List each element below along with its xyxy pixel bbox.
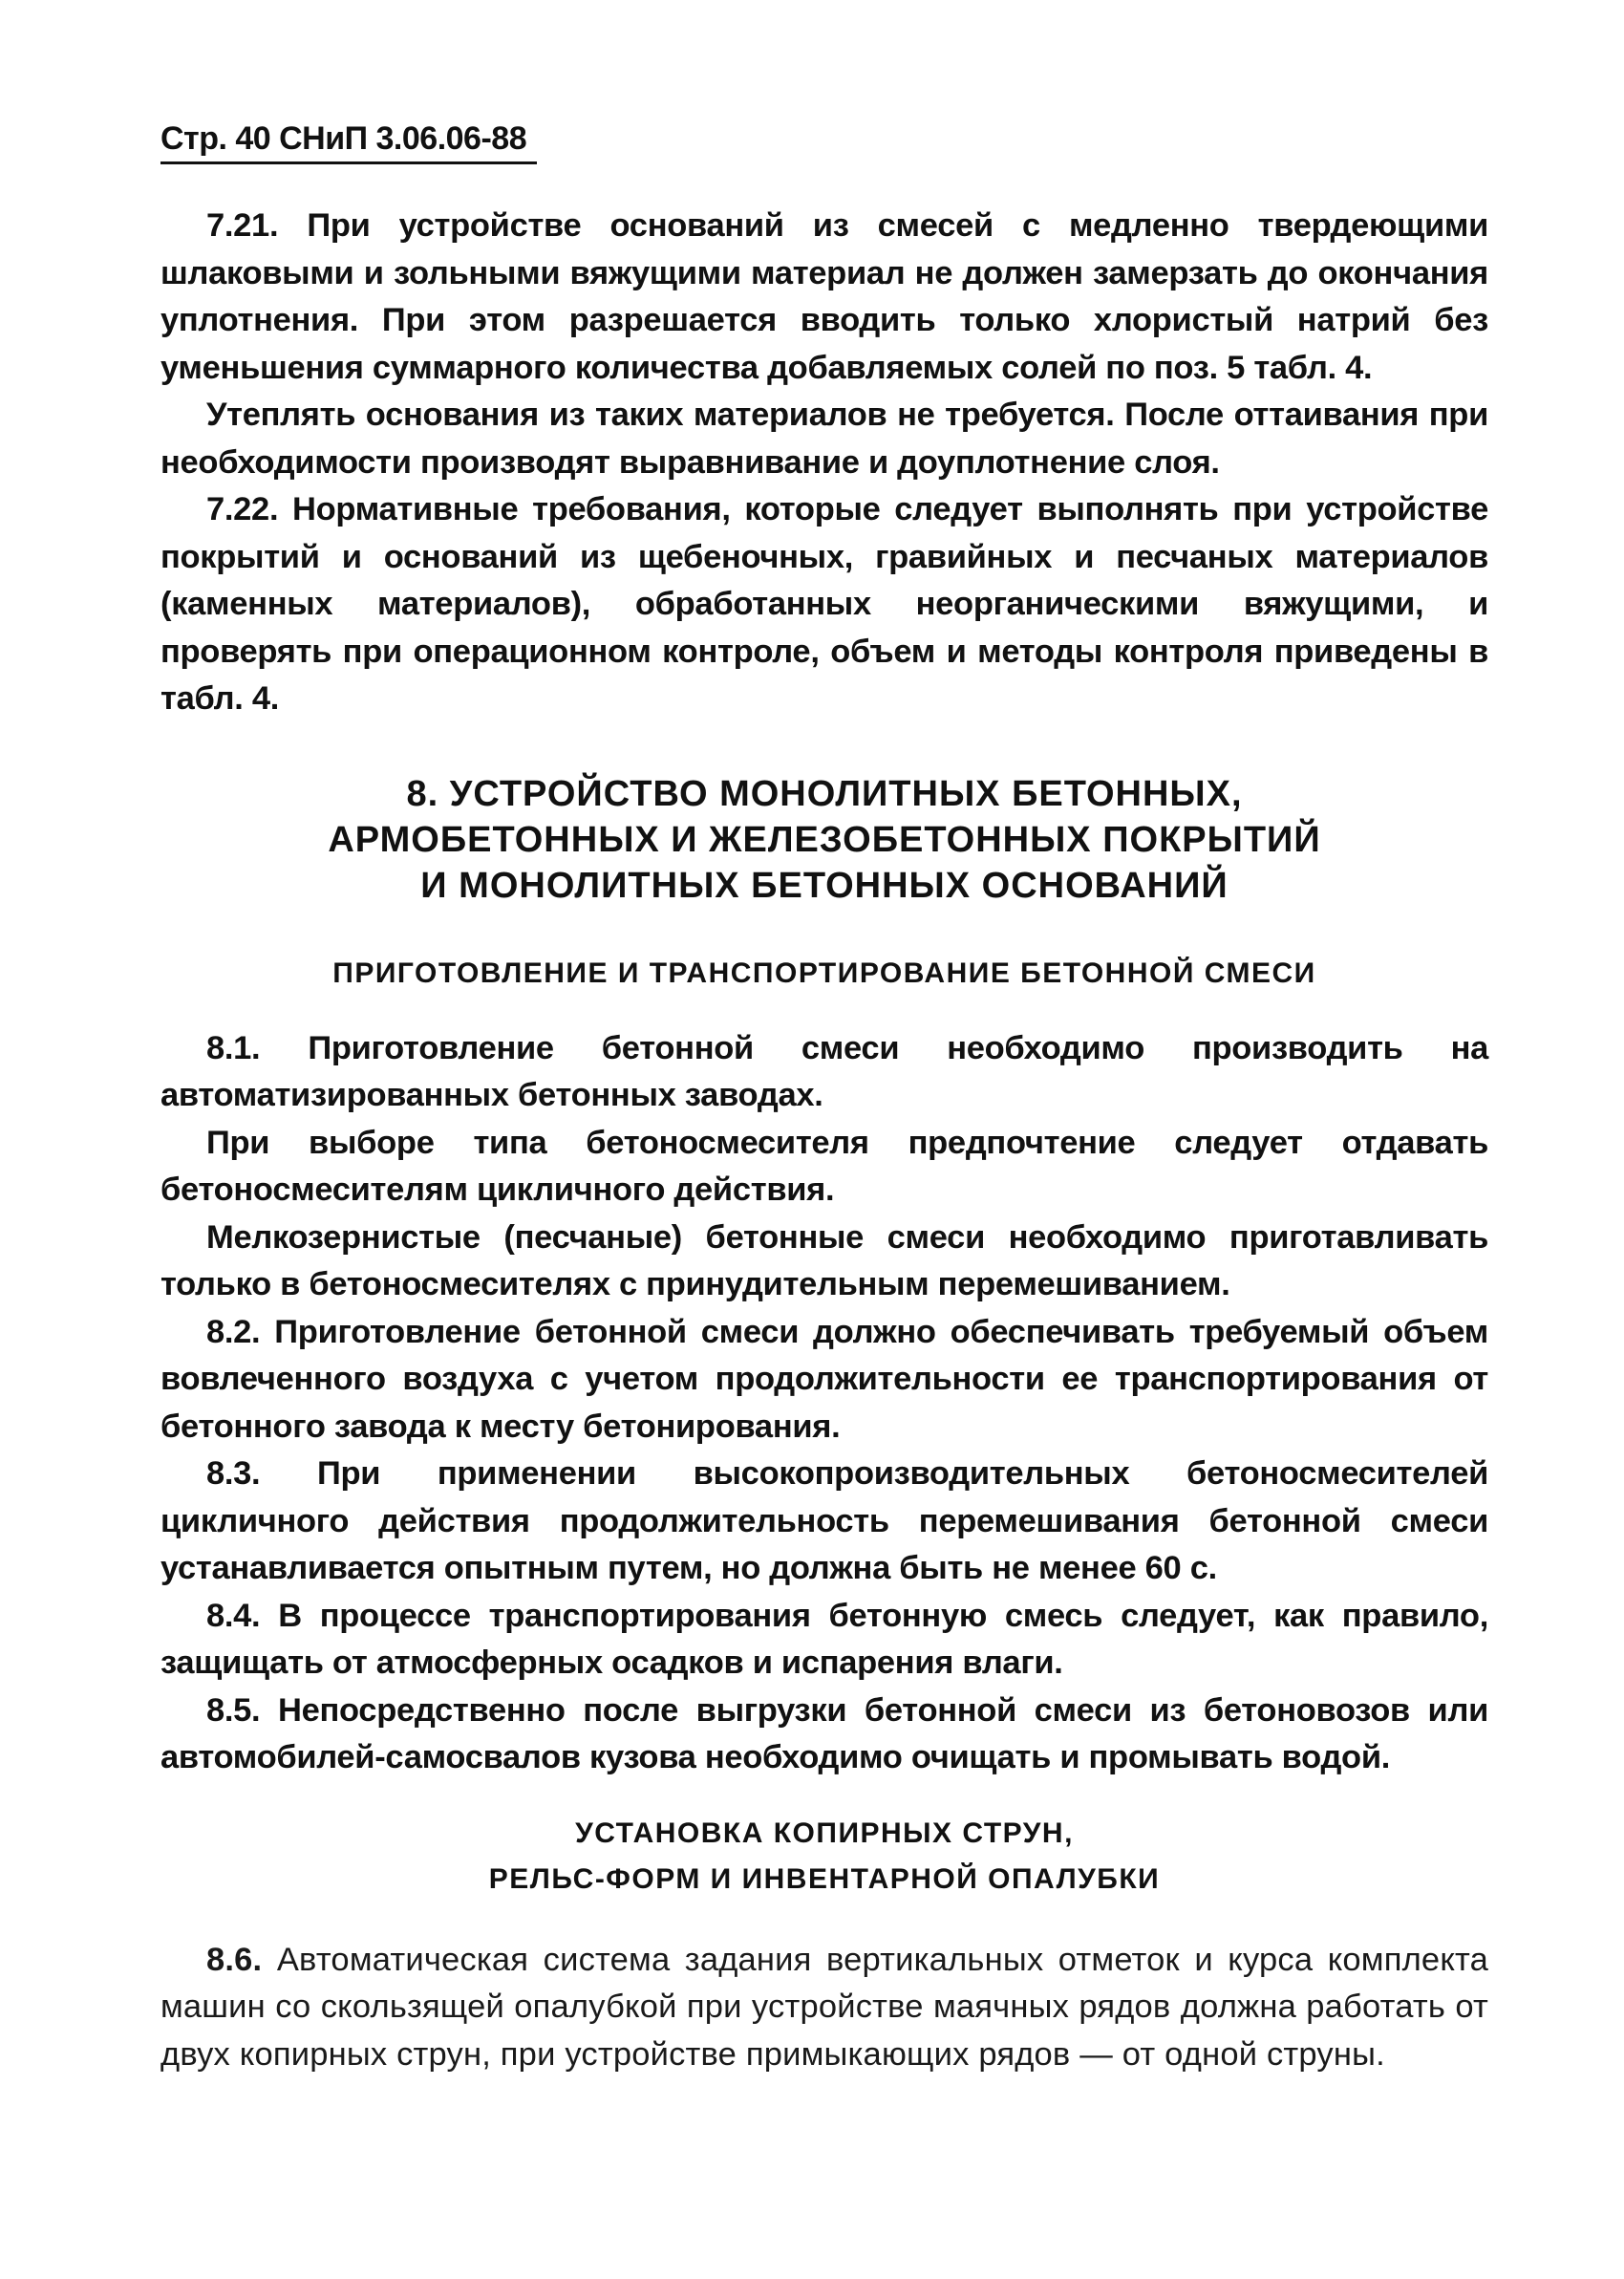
- spacer: [160, 997, 1488, 1025]
- paragraph-text: Нормативные требования, которые следует выполнять при устройстве покрытий и оснований из щебеночных, гравийных и песчаных материалов (каменных материалов), обработанных неорганическими вяжущими, и проверять при операционном контроле, объем и методы контроля приведены в табл. 4.: [160, 491, 1488, 717]
- paragraph-number: 8.3.: [206, 1455, 261, 1492]
- paragraph-number: 8.1.: [206, 1029, 261, 1066]
- paragraph-8-1-continued-2: [160, 1215, 1488, 1309]
- paragraph-text: Приготовление бетонной смеси необходимо производить на автоматизированных бетонных заводах.: [160, 1029, 1488, 1113]
- subsection-title-line: УСТАНОВКА КОПИРНЫХ СТРУН,: [575, 1817, 1074, 1849]
- section-title-line: И МОНОЛИТНЫХ БЕТОННЫХ ОСНОВАНИЙ: [420, 865, 1229, 906]
- page-body: [160, 203, 1488, 2078]
- paragraph-text: Автоматическая система задания вертикальных отметок и курса комплекта машин со скользящей опалубкой при устройстве маячных рядов должна работать от двух копирных струн, при устройстве примыкающих рядов — от одной струны.: [160, 1941, 1488, 2073]
- paragraph-number: 8.2.: [206, 1313, 261, 1350]
- paragraph-8-4: [160, 1593, 1488, 1688]
- paragraph-8-5: [160, 1688, 1488, 1782]
- paragraph-8-3: [160, 1451, 1488, 1593]
- paragraph-8-1-continued: [160, 1120, 1488, 1215]
- section-title-line: АРМОБЕТОННЫХ И ЖЕЛЕЗОБЕТОННЫХ ПОКРЫТИЙ: [328, 819, 1321, 860]
- spacer: [160, 1903, 1488, 1937]
- paragraph-7-21: [160, 203, 1488, 392]
- running-header: Стр. 40 СНиП 3.06.06-88: [160, 120, 537, 164]
- paragraph-number: 8.5.: [206, 1691, 261, 1729]
- paragraph-number: 8.4.: [206, 1597, 261, 1634]
- subsection-title-line: РЕЛЬС-ФОРМ И ИНВЕНТАРНОЙ ОПАЛУБКИ: [488, 1862, 1161, 1895]
- paragraph-8-6: [160, 1937, 1488, 2079]
- paragraph-text: При выборе типа бетоносмесителя предпочтение следует отдавать бетоносмесителям цикличного действия.: [160, 1124, 1488, 1208]
- section-8-heading: [160, 771, 1488, 909]
- subsection-heading-preparation: ПРИГОТОВЛЕНИЕ И ТРАНСПОРТИРОВАНИЕ БЕТОННОЙ СМЕСИ: [332, 957, 1316, 989]
- paragraph-number: 7.21.: [206, 207, 279, 244]
- paragraph-number: 7.22.: [206, 491, 279, 527]
- section-title-line: 8. УСТРОЙСТВО МОНОЛИТНЫХ БЕТОННЫХ,: [406, 773, 1243, 814]
- paragraph-text: При устройстве оснований из смесей с медленно твердеющими шлаковыми и зольными вяжущими материал не должен замерзать до окончания уплотнения. При этом разрешается вводить только хлористый натрий без уменьшения суммарного количества добавляемых солей по поз. 5 табл. 4.: [160, 207, 1488, 386]
- paragraph-text: Непосредственно после выгрузки бетонной смеси из бетоновозов или автомобилей-самосвалов кузова необходимо очищать и промывать водой.: [160, 1691, 1488, 1775]
- paragraph-text: В процессе транспортирования бетонную смесь следует, как правило, защищать от атмосферных осадков и испарения влаги.: [160, 1597, 1488, 1681]
- paragraph-number: 8.6.: [206, 1941, 263, 1978]
- paragraph-text: Приготовление бетонной смеси должно обеспечивать требуемый объем вовлеченного воздуха с учетом продолжительности ее транспортирования от бетонного завода к месту бетонирования.: [160, 1313, 1488, 1445]
- paragraph-text: Утеплять основания из таких материалов не требуется. После оттаивания при необходимости производят выравнивание и доуплотнение слоя.: [160, 397, 1488, 481]
- paragraph-8-1: [160, 1025, 1488, 1120]
- paragraph-text: Мелкозернистые (песчаные) бетонные смеси необходимо приготавливать только в бетоносмесителях с принудительным перемешиванием.: [160, 1218, 1488, 1302]
- paragraph-7-21-continued: [160, 392, 1488, 486]
- subsection-heading-installation: [160, 1811, 1488, 1903]
- paragraph-7-22: [160, 486, 1488, 723]
- paragraph-8-2: [160, 1309, 1488, 1451]
- paragraph-text: При применении высокопроизводительных бетоносмесителей цикличного действия продолжительность перемешивания бетонной смеси устанавливается опытным путем, но должна быть не менее 60 с.: [160, 1455, 1488, 1586]
